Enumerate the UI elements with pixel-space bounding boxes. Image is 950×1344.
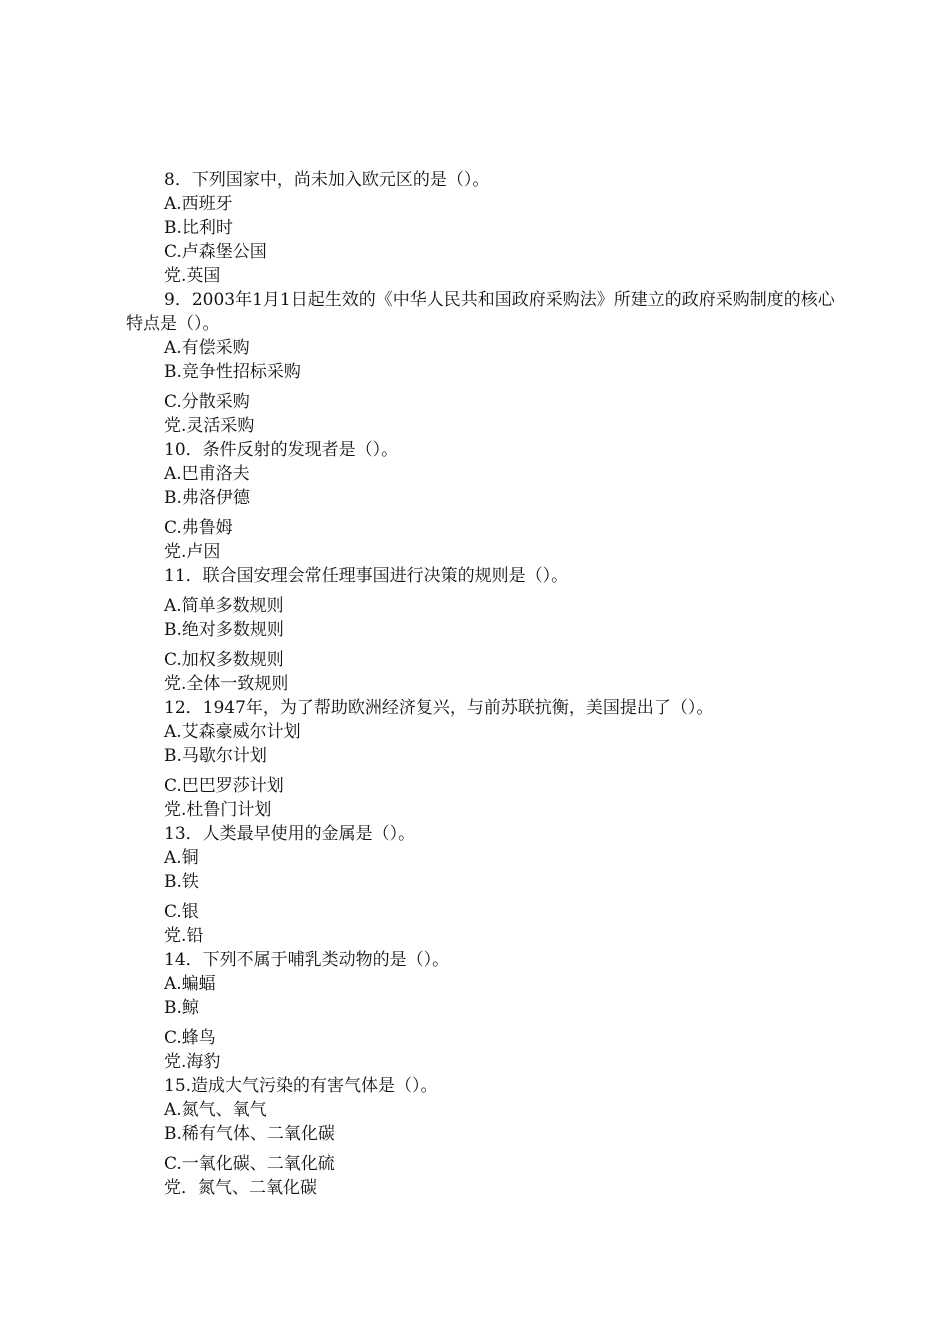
option-c: C.卢森堡公国 [164, 242, 267, 262]
option-d: 党．氮气、二氧化碳 [164, 1178, 317, 1198]
question-text: 15.造成大气污染的有害气体是（）。 [164, 1076, 438, 1096]
option-list [126, 1098, 846, 1200]
question-9 [126, 288, 846, 438]
option-list [126, 972, 846, 1074]
option-b: B.马歇尔计划 [164, 746, 267, 766]
option-a: A.简单多数规则 [164, 596, 284, 616]
option-d: 党.铅 [164, 926, 204, 946]
question-10 [126, 438, 846, 564]
option-c: C.巴巴罗莎计划 [164, 776, 284, 796]
question-text: 12．1947年，为了帮助欧洲经济复兴，与前苏联抗衡，美国提出了（）。 [164, 698, 714, 718]
option-a: A.有偿采购 [164, 338, 250, 358]
question-14 [126, 948, 846, 1074]
option-d: 党.杜鲁门计划 [164, 800, 272, 820]
option-b: B.铁 [164, 872, 199, 892]
question-11 [126, 564, 846, 696]
option-list [126, 594, 846, 696]
option-d: 党.全体一致规则 [164, 674, 289, 694]
option-c: C.银 [164, 902, 199, 922]
option-b: B.鲸 [164, 998, 199, 1018]
question-8 [126, 168, 846, 288]
question-text: 11．联合国安理会常任理事国进行决策的规则是（）。 [164, 566, 569, 586]
option-a: A.蝙蝠 [164, 974, 216, 994]
option-d: 党.海豹 [164, 1052, 221, 1072]
option-a: A.巴甫洛夫 [164, 464, 250, 484]
option-list [126, 192, 846, 288]
option-c: C.弗鲁姆 [164, 518, 233, 538]
question-text: 9．2003年1月1日起生效的《中华人民共和国政府采购法》所建立的政府采购制度的核心特点是（）。 [126, 290, 835, 334]
question-15 [126, 1074, 846, 1200]
question-12 [126, 696, 846, 822]
option-c: C.分散采购 [164, 392, 250, 412]
option-b: B.比利时 [164, 218, 233, 238]
option-b: B.稀有气体、二氧化碳 [164, 1124, 335, 1144]
option-a: A.艾森豪威尔计划 [164, 722, 301, 742]
question-list [126, 168, 846, 1200]
option-b: B.弗洛伊德 [164, 488, 250, 508]
option-b: B.竞争性招标采购 [164, 362, 301, 382]
option-c: C.一氧化碳、二氧化硫 [164, 1154, 335, 1174]
option-d: 党.灵活采购 [164, 416, 255, 436]
question-13 [126, 822, 846, 948]
option-b: B.绝对多数规则 [164, 620, 284, 640]
question-text: 8．下列国家中，尚未加入欧元区的是（）。 [164, 170, 490, 190]
option-list [126, 720, 846, 822]
option-a: A.西班牙 [164, 194, 233, 214]
option-a: A.铜 [164, 848, 199, 868]
option-c: C.加权多数规则 [164, 650, 284, 670]
option-a: A.氮气、氧气 [164, 1100, 267, 1120]
option-d: 党.卢因 [164, 542, 221, 562]
question-text: 13．人类最早使用的金属是（）。 [164, 824, 416, 844]
question-text: 14．下列不属于哺乳类动物的是（）。 [164, 950, 450, 970]
question-text: 10．条件反射的发现者是（）。 [164, 440, 399, 460]
option-c: C.蜂鸟 [164, 1028, 216, 1048]
option-list [126, 846, 846, 948]
option-d: 党.英国 [164, 266, 221, 286]
option-list [126, 462, 846, 564]
option-list [126, 336, 846, 438]
